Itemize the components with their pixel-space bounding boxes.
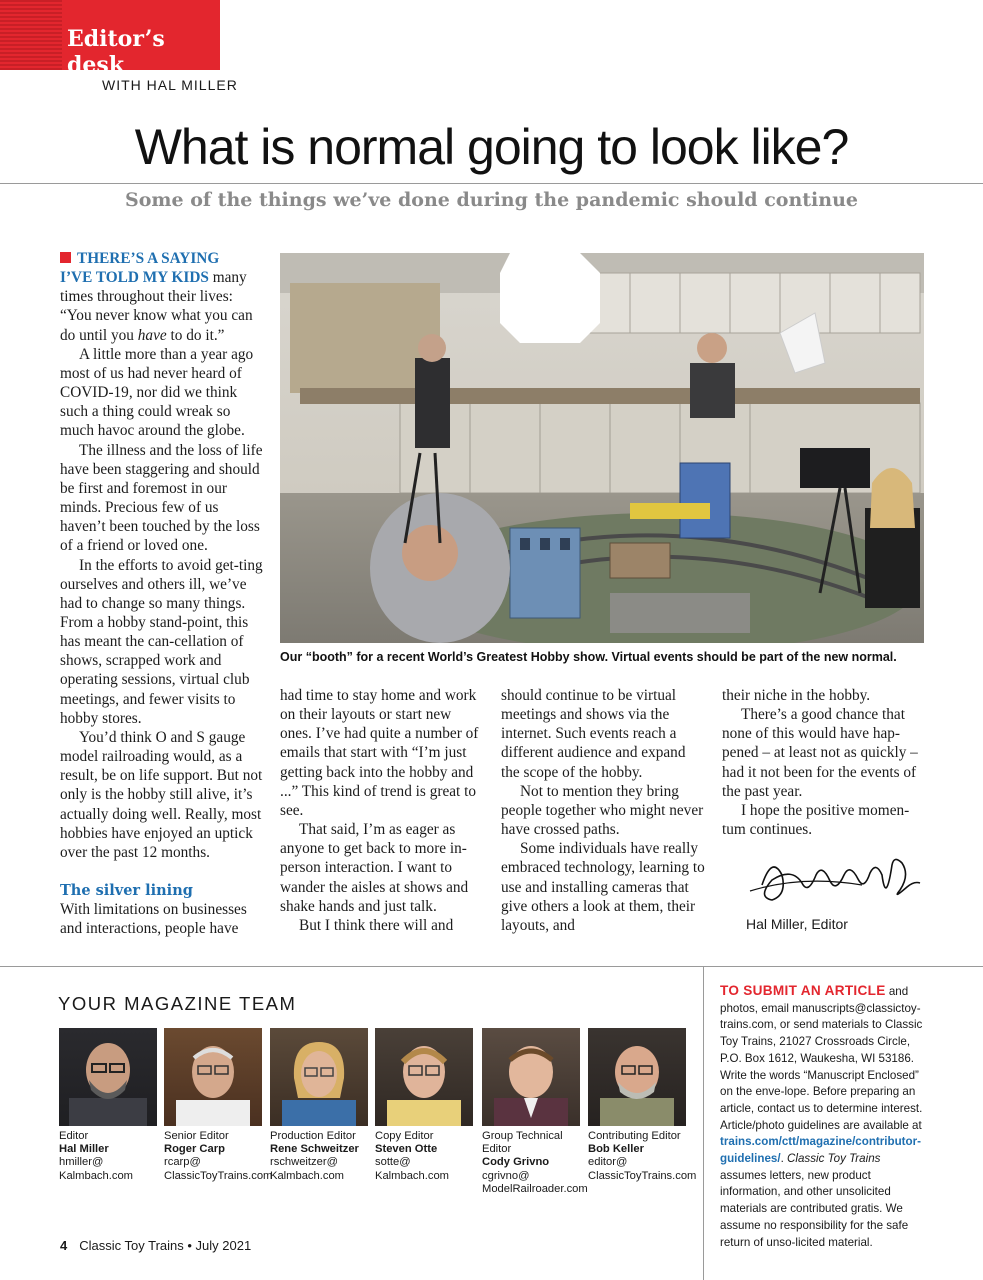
article-column-3	[501, 686, 705, 935]
paragraph: should continue to be virtual meetings and shows via the internet. Such events reach a different audience and expand the scope of the hobby.	[501, 687, 686, 781]
portrait	[164, 1028, 262, 1126]
lead-in: THERE’S A SAYING I’VE TOLD MY KIDS	[60, 250, 220, 287]
vertical-rule	[703, 966, 704, 1280]
bottom-rule	[0, 966, 983, 967]
paragraph: With limitations on businesses and interactions, people have	[60, 901, 247, 938]
paragraph: THERE’S A SAYING I’VE TOLD MY KIDS many times throughout their lives: “You never know what you can do until you have to do it.”	[60, 250, 253, 344]
paragraph: In the efforts to avoid get-ting ourselves and others ill, we’ve had to change so many things. From a hobby stand-point, this has meant the can-cellation of shows, scrapped work and operating sessions, virtual club meetings, and fewer visits to hobby stores.	[60, 556, 263, 727]
red-square-icon	[60, 252, 71, 263]
signature-name: Hal Miller, Editor	[746, 916, 848, 932]
paragraph: Not to mention they bring people together who might never have crossed paths.	[501, 782, 704, 839]
footer	[60, 1238, 251, 1253]
team-member	[588, 1028, 697, 1183]
portrait	[375, 1028, 473, 1126]
paragraph: You’d think O and S gauge model railroading would, as a result, be on life support. But not only is the hobby still alive, it’s actually doing well. Really, most hobbies have enjoyed an uptick over the past 12 months.	[60, 728, 263, 861]
paragraph: That said, I’m as eager as anyone to get back to more in-person interaction. I want to wander the aisles at shows and shake hands and just talk.	[280, 821, 469, 915]
paragraph: But I think there will and	[299, 916, 454, 934]
section-title: Editor’s desk	[67, 26, 165, 78]
portrait	[482, 1028, 580, 1126]
team-title: YOUR MAGAZINE TEAM	[58, 993, 297, 1014]
top-rule	[0, 183, 983, 184]
studio-photo-illustration	[280, 253, 924, 643]
portrait	[59, 1028, 157, 1126]
paragraph: A little more than a year ago most of us had never heard of COVID-19, nor did we think such a thing could wreak so much havoc around the globe.	[60, 345, 254, 440]
article-column-4	[722, 686, 926, 839]
team-member	[164, 1028, 273, 1183]
submit-article-info: TO SUBMIT AN ARTICLE and photos, email manuscripts@classictoy-trains.com, or send materials to Classic Toy Trains, 21027 Crossroads Circle, P.O. Box 1612, Waukesha, WI 53186. Write the words “Manuscript Enclosed” on the enve-lope. Before preparing an article, contact us to determine interest. Article/photo guidelines are available at trains.com/ctt/magazine/contributor-guidelines/. Classic Toy Trains assumes letters, new product information, and other unsolicited materials are contributed gratis. We assume no responsibility for the safe return of unso-licited material.	[720, 983, 923, 1249]
portrait	[588, 1028, 686, 1126]
article-column-2	[280, 686, 484, 935]
paragraph: their niche in the hobby.	[722, 687, 871, 704]
photo-caption: Our “booth” for a recent World’s Greatest Hobby show. Virtual events should be part of the new normal.	[280, 650, 897, 664]
tab-stripes	[0, 0, 62, 70]
team-member	[270, 1028, 374, 1183]
byline: WITH HAL MILLER	[102, 77, 238, 93]
member-info: Group Technical Editor Cody Grivno cgrivno@ ModelRailroader.com	[482, 1130, 588, 1195]
submit-heading: TO SUBMIT AN ARTICLE	[720, 983, 886, 998]
article-column-1	[60, 249, 266, 938]
paragraph: The illness and the loss of life have been staggering and should be first and foremost in our minds. Precious few of us haven’t been touched by the loss of a friend or loved one.	[60, 441, 263, 555]
page-number: 4	[60, 1238, 68, 1253]
headline: What is normal going to look like?	[134, 119, 849, 175]
team-member	[482, 1028, 586, 1196]
article-photo	[280, 253, 924, 643]
paragraph: had time to stay home and work on their layouts or start new ones. I’ve had quite a number of emails that start with “I’m just getting back into the hobby and ...” This kind of trend is great to see.	[280, 687, 479, 819]
portrait	[270, 1028, 368, 1126]
team-member	[375, 1028, 479, 1183]
guidelines-link[interactable]: trains.com/ctt/magazine/contributor-guidelines/	[720, 1135, 921, 1166]
paragraph: Some individuals have really embraced technology, learning to use and installing cameras that give others a look at them, their layouts, and	[501, 840, 705, 934]
member-info: Contributing Editor Bob Keller editor@ ClassicToyTrains.com	[588, 1130, 697, 1182]
signature-graphic	[742, 845, 927, 915]
team-member	[59, 1028, 163, 1183]
member-info: Editor Hal Miller hmiller@ Kalmbach.com	[59, 1130, 133, 1182]
section-tab	[0, 0, 220, 78]
paragraph: There’s a good chance that none of this would have hap-pened – at least not as quickly – had it not been for the events of the past year.	[722, 706, 918, 800]
member-info: Production Editor Rene Schweitzer rschweitzer@ Kalmbach.com	[270, 1130, 359, 1182]
member-info: Copy Editor Steven Otte sotte@ Kalmbach.com	[375, 1130, 449, 1182]
member-info: Senior Editor Roger Carp rcarp@ ClassicToyTrains.com	[164, 1130, 273, 1182]
paragraph: I hope the positive momen-tum continues.	[722, 801, 910, 839]
subhead: The silver lining	[60, 882, 193, 899]
publication-info: Classic Toy Trains • July 2021	[79, 1238, 252, 1253]
deck: Some of the things we’ve done during the pandemic should continue	[125, 189, 858, 211]
